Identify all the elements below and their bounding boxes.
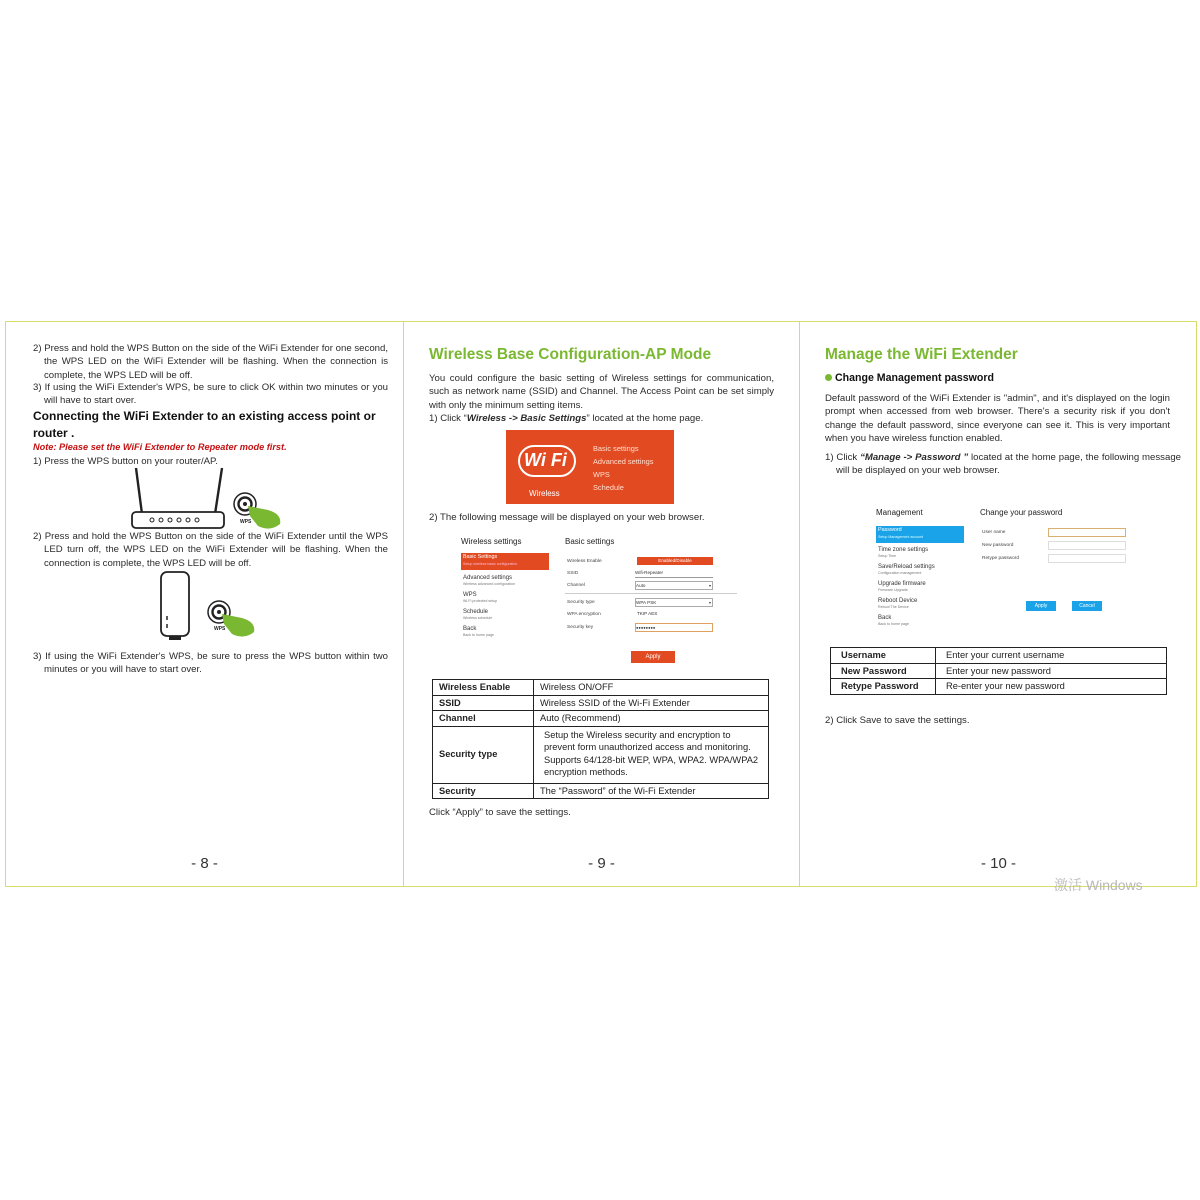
security-type-value: WPA PSK [636,600,657,605]
table-key: SSID [433,695,534,711]
wpa-encryption-label: WPA encryption [567,612,601,617]
ui-menu-password[interactable] [876,526,964,543]
extender-step-2: 2) Press and hold the WPS Button on the side of the WiFi Extender until the WPS LED turn off, the WPS LED on the WiFi Extender will be flashing. When the connection is complete, the WPS LED will be off. [33,531,388,569]
wps-step-2: 2) Press and hold the WPS Button on the side of the WiFi Extender for one second, the WPS LED on the WiFi Extender will be flashing. When the connection is complete, the WPS LED will be off. [33,343,388,381]
bullet-icon [825,374,832,381]
table-value: The “Password” of the Wi-Fi Extender [534,783,769,799]
ui-menu-label: Reboot Device [878,598,918,604]
ui-menu-schedule[interactable] [463,608,492,621]
table-row [433,695,769,711]
ui-left-title: Management [876,508,923,517]
wifi-caption: Wireless [529,489,560,498]
table-key: Wireless Enable [433,680,534,696]
table-value: Setup the Wireless security and encryption to prevent form unauthorized access and monitoring. Supports 64/128-bit WEP, WPA, WPA2. WPA/WPA2 encryption methods. [534,726,769,783]
table-key: Channel [433,711,534,727]
wireless-enable-toggle[interactable]: Enabled/Disable [637,557,713,565]
extender-illustration [156,570,266,640]
ui-menu-label: Back [463,626,477,632]
password-spec-table [830,647,1167,695]
ui-menu-label: Save/Reload settings [878,564,935,570]
ui-left-title: Wireless settings [461,537,522,546]
user-name-label: User name [982,530,1006,535]
ui-menu-sub: Setup Time [878,554,897,558]
apply-note: Click “Apply” to save the settings. [429,807,571,818]
management-ui [870,508,1130,633]
table-key: Security [433,783,534,799]
wifi-menu-advanced[interactable]: Advanced settings [593,457,654,466]
menu-path: “Manage -> Password ” [860,452,969,463]
table-row [433,726,769,783]
subtitle-text: Change Management password [835,372,994,384]
ui-menu-sub: Setup Management account [878,535,923,539]
ui-menu-sub: Firmware Upgrade [878,588,908,592]
page-title: Wireless Base Configuration-AP Mode [429,346,712,363]
table-value: Wireless ON/OFF [534,680,769,696]
menu-path: Wireless -> Basic Settings [466,413,587,424]
ui-menu-sub: Back to home page [878,622,909,626]
ui-menu-back[interactable] [878,614,909,627]
page-number: - 10 - [980,855,1016,872]
wifi-menu-basic[interactable]: Basic settings [593,444,639,453]
table-row [433,711,769,727]
table-value: Enter your new password [936,663,1167,679]
wireless-spec-table [432,679,769,799]
ui-menu-back[interactable] [463,625,494,638]
page-number: - 9 - [588,855,615,872]
ui-menu-label: WPS [463,592,477,598]
wifi-logo [518,445,576,477]
wpa-encryption-radios[interactable]: TKIP AES [637,611,658,616]
channel-label: Channel [567,583,585,588]
wps-label: WPS [240,519,252,525]
ui-menu-sub: Setup wireless basic configuration [463,562,518,566]
wps-step-3: 3) If using the WiFi Extender's WPS, be sure to click OK within two minutes or you will have to start over. [33,382,388,407]
security-type-select[interactable] [635,598,713,607]
ssid-input[interactable]: Wifi-Repeater [635,569,713,578]
wireless-enable-label: Wireless Enable [567,559,602,564]
channel-value: Auto [636,583,646,588]
ui-menu-sub: Reboot The Device [878,605,909,609]
table-key: Security type [433,726,534,783]
page-title: Manage the WiFi Extender [825,346,1018,363]
intro-paragraph: You could configure the basic setting of Wireless settings for communication, such as network name (SSID) and Channel. The Access Point can be set simply with only the minimum setting items. [429,373,774,411]
ui-menu-sub: Back to home page [463,633,494,637]
ui-menu-advanced[interactable] [463,574,515,587]
page-9 [403,322,800,888]
step-1 [825,451,1181,478]
ui-menu-label: Upgrade firmware [878,581,926,587]
page-10 [800,322,1197,888]
chevron-down-icon: ▾ [708,600,711,605]
router-illustration [130,466,290,534]
security-key-input[interactable]: ●●●●●●●● [635,623,713,632]
ui-menu-wps[interactable] [463,591,497,604]
new-password-input[interactable] [1048,541,1126,550]
cancel-button[interactable]: Cancel [1072,601,1102,611]
table-value: Wireless SSID of the Wi-Fi Extender [534,695,769,711]
table-value: Enter your current username [936,648,1167,664]
channel-select[interactable] [635,581,713,590]
step-2: 2) The following message will be displayed on your web browser. [429,512,705,523]
ui-menu-save-reload[interactable] [878,563,935,576]
ui-menu-sub: Wireless schedule [463,616,493,620]
ui-menu-reboot[interactable] [878,597,917,610]
table-row [831,648,1167,664]
table-key: New Password [831,663,936,679]
wifi-logo-text: Wi Fi [524,450,567,470]
step-1-prefix: 1) Click [825,452,861,463]
chevron-down-icon: ▾ [708,583,711,588]
step-1-prefix: 1) Click “ [429,413,467,424]
ui-menu-timezone[interactable] [878,546,928,559]
step-1-suffix: located at the home page, the following message will be displayed on your web browser. [836,452,1181,477]
table-row [433,680,769,696]
repeater-note: Note: Please set the WiFi Extender to Repeater mode first. [33,442,287,452]
step-1-suffix: ” located at the home page. [586,413,704,424]
ui-menu-label: Back [878,615,892,621]
table-key: Retype Password [831,679,936,695]
apply-button[interactable]: Apply [631,651,675,663]
subsection-title [825,372,994,384]
router-step-1: 1) Press the WPS button on your router/AP. [33,456,218,467]
ui-right-title: Change your password [980,508,1063,517]
section-heading: Connecting the WiFi Extender to an existing access point or router . [33,409,376,440]
intro-paragraph: Default password of the WiFi Extender is "admin", and it's displayed on the login prompt when accessed from web browser. There's a security risk if you don't change the default password, since everyone can see it. This is very important when you have wireless function enabled. [825,393,1170,444]
security-key-label: Security key [567,625,594,630]
ui-menu-label: Basic Settings [463,554,498,560]
step-1 [429,412,774,425]
ui-menu-upgrade[interactable] [878,580,926,593]
ui-menu-basic[interactable] [461,553,549,570]
apply-button[interactable]: Apply [1026,601,1056,611]
wifi-menu-wps[interactable]: WPS [593,470,610,479]
page-number: - 8 - [191,855,218,872]
wireless-settings-ui [461,537,751,667]
ssid-label: SSID [567,571,579,576]
extender-step-3: 3) If using the WiFi Extender's WPS, be sure to press the WPS button within two minutes or you will have to start over. [33,651,388,676]
table-row [831,679,1167,695]
ui-right-title: Basic settings [565,537,615,546]
ui-menu-sub: Configuration management [878,571,922,575]
security-type-label: Security type [567,600,595,605]
table-row [433,783,769,799]
table-value: Re-enter your new password [936,679,1167,695]
wifi-menu-schedule[interactable]: Schedule [593,483,624,492]
wifi-menu-panel [506,430,674,504]
retype-password-label: Retype password [982,556,1020,561]
table-row [831,663,1167,679]
ui-menu-label: Password [878,527,902,533]
user-name-input[interactable] [1048,528,1126,537]
retype-password-input[interactable] [1048,554,1126,563]
ui-menu-label: Advanced settings [463,575,513,581]
ui-menu-sub: Wi-Fi protected setup [463,599,498,603]
step-2: 2) Click Save to save the settings. [825,715,970,726]
manual-spread [5,321,1197,887]
page-8 [6,322,403,888]
wps-label: WPS [214,626,226,632]
new-password-label: New password [982,543,1014,548]
divider [565,593,737,594]
table-value: Auto (Recommend) [534,711,769,727]
ui-menu-label: Time zone settings [878,547,929,553]
ui-menu-sub: Wireless advanced configuration [463,582,515,586]
table-key: Username [831,648,936,664]
activation-watermark: 激活 Windows [1054,877,1143,893]
ui-menu-label: Schedule [463,609,489,615]
